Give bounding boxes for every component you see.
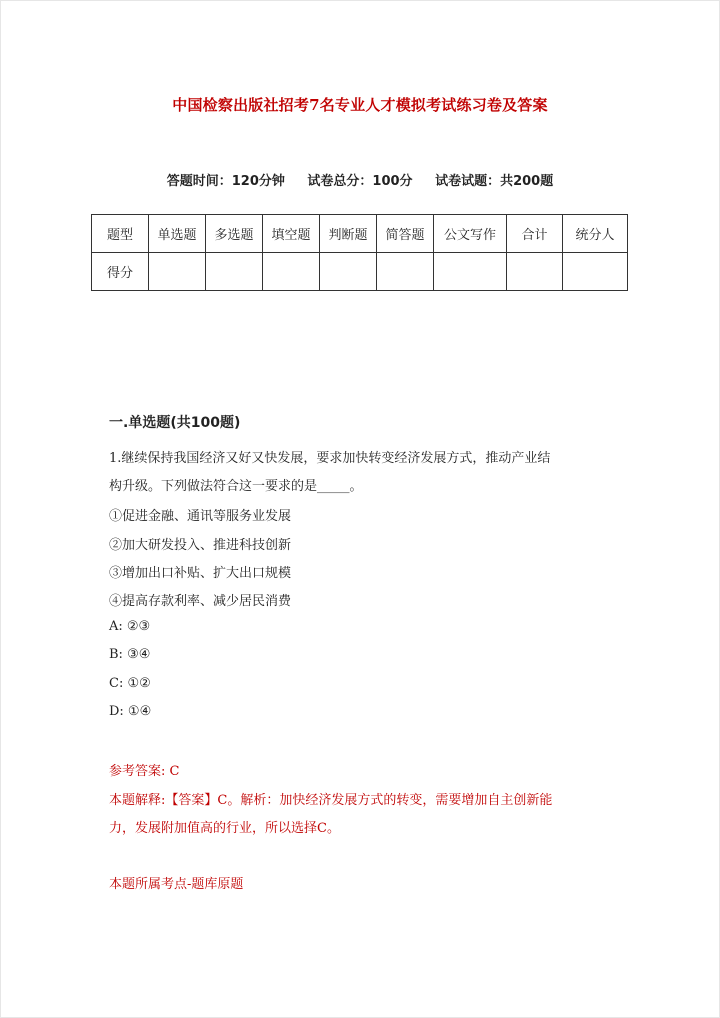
question-source: 本题所属考点-题库原题 (109, 877, 244, 892)
header-cell-total: 合计 (507, 215, 563, 253)
section-title: 一.单选题(共100题) (109, 415, 241, 431)
option-b[interactable]: B: ③④ (109, 647, 151, 662)
score-cell (434, 253, 507, 291)
score-cell (263, 253, 320, 291)
header-cell-multi-choice: 多选题 (206, 215, 263, 253)
score-cell (320, 253, 377, 291)
exam-title: 中国检察出版社招考7名专业人才模拟考试练习卷及答案 (172, 96, 548, 114)
explanation-line: 力，发展附加值高的行业，所以选择C。 (109, 821, 340, 836)
header-cell-type: 题型 (92, 215, 149, 253)
score-cell (206, 253, 263, 291)
question-stem-line: 1.继续保持我国经济又好又快发展，要求加快转变经济发展方式，推动产业结 (109, 451, 551, 466)
score-table-score-row (92, 253, 628, 291)
score-table (91, 214, 628, 291)
header-cell-true-false: 判断题 (320, 215, 377, 253)
header-cell-short-answer: 简答题 (377, 215, 434, 253)
header-cell-official-writing: 公文写作 (434, 215, 507, 253)
exam-total-score: 试卷总分：100分 (307, 174, 413, 189)
statement-1: ①促进金融、通讯等服务业发展 (109, 509, 292, 524)
row-label-score: 得分 (92, 253, 149, 291)
score-cell (507, 253, 563, 291)
option-a[interactable]: A: ②③ (109, 619, 151, 634)
exam-meta (0, 170, 720, 189)
option-d[interactable]: D: ①④ (109, 704, 152, 719)
score-cell (563, 253, 628, 291)
header-cell-scorer: 统分人 (563, 215, 628, 253)
question-stem (109, 445, 629, 501)
reference-answer: 参考答案: C (109, 764, 180, 779)
score-cell (149, 253, 206, 291)
answer-explanation (109, 787, 629, 843)
score-cell (377, 253, 434, 291)
statement-4: ④提高存款利率、减少居民消费 (109, 594, 292, 609)
question-stem-line: 构升级。下列做法符合这一要求的是_____。 (109, 479, 363, 494)
exam-time: 答题时间：120分钟 (166, 174, 285, 189)
explanation-line: 本题解释:【答案】C。解析：加快经济发展方式的转变，需要增加自主创新能 (109, 793, 553, 808)
statement-2: ②加大研发投入、推进科技创新 (109, 538, 292, 553)
option-c[interactable]: C: ①② (109, 676, 151, 691)
header-cell-fill-blank: 填空题 (263, 215, 320, 253)
exam-question-count: 试卷试题：共200题 (435, 174, 554, 189)
score-table-header-row (92, 215, 628, 253)
header-cell-single-choice: 单选题 (149, 215, 206, 253)
statement-3: ③增加出口补贴、扩大出口规模 (109, 566, 292, 581)
